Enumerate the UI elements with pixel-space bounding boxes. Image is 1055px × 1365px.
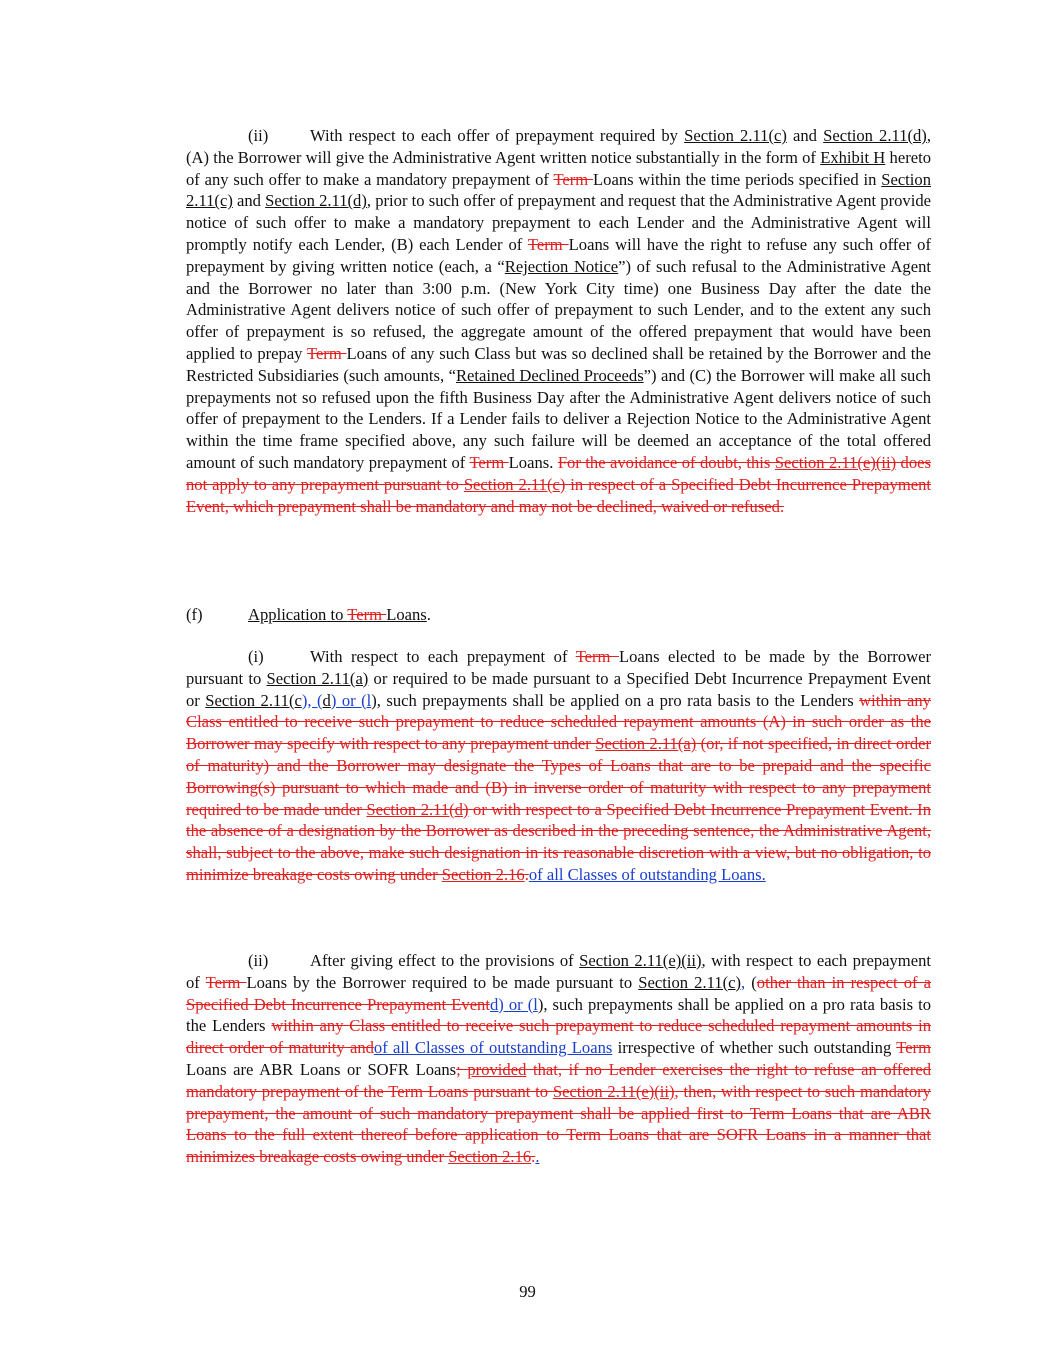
deleted-text: Term xyxy=(347,605,387,624)
defined-term: Retained Declined Proceeds xyxy=(455,365,644,385)
section-label: (f) xyxy=(186,605,203,624)
cross-reference: Section 2.11(c) xyxy=(684,126,787,145)
deleted-text: For the avoidance of doubt, this Section 2.11(e)(ii) does not apply to any prepayment pursuant to Section 2.11(c) in respect of a Specified Debt Incurrence Prepayment Event, which prepayment shall be mandatory and may not be declined, waived or refused. xyxy=(186,452,931,516)
deleted-text: other than in respect of a Specified Debt Incurrence Prepayment Event xyxy=(186,972,931,1014)
page-number: 99 xyxy=(519,1282,536,1301)
section-heading-f: (f) Application to Term Loans. xyxy=(186,605,431,624)
deleted-text: Term xyxy=(205,972,247,992)
paragraph-e-ii: (ii) With respect to each offer of prepayment required by Section 2.11(c) and Section 2.11(d), (A) the Borrower will give the Administrative Agent written notice substantially in the form of Exhibit H hereto of any such offer to make a mandatory prepayment of Term Loans within the time periods specified in Section 2.11(c) and Section 2.11(d), prior to such offer of prepayment and request that the Administrative Agent provide notice of such offer to make a mandatory prepayment to each Lender and the Administrative Agent will promptly notify each Lender, (B) each Lender of Term Loans will have the right to refuse any such offer of prepayment by giving written notice (each, a “Rejection Notice”) of such refusal to the Administrative Agent and the Borrower no later than 3:00 p.m. (New York City time) one Business Day after the date the Administrative Agent delivers notice of such offer of prepayment to such Lender, and to the extent any such offer of prepayment is so refused, the aggregate amount of the offered prepayment that would have been applied to prepay Term Loans of any such Class but was so declined shall be retained by the Borrower and the Restricted Subsidiaries (such amounts, “Retained Declined Proceeds”) and (C) the Borrower will make all such prepayments not so refused upon the fifth Business Day after the Administrative Agent delivers notice of such offer of prepayment to the Lenders. If a Lender fails to deliver a Rejection Notice to the Administrative Agent within the time frame specified above, any such failure will be deemed an acceptance of the total offered amount of such mandatory prepayment of Term Loans. For the avoidance of doubt, this Section 2.11(e)(ii) does not apply to any prepayment pursuant to Section 2.11(c) in respect of a Specified Debt Incurrence Prepayment Event, which prepayment shall be mandatory and may not be declined, waived or refused. xyxy=(186,126,932,516)
cross-reference: Section 2.11(a) xyxy=(266,668,369,688)
paragraph-number: (i) xyxy=(248,647,264,666)
cross-reference: Section 2.11(c xyxy=(205,690,302,710)
paragraph-f-ii: (ii) After giving effect to the provisions of Section 2.11(e)(ii), with respect to each prepayment of Term Loans by the Borrower required to be made pursuant to Section 2.11(c), (other than in respect of a Specified Debt Incurrence Prepayment Eventd) or (l), such prepayments shall be applied on a pro rata basis to the Lenders within any Class entitled to receive such prepayment to reduce scheduled repayment amounts in direct order of maturity andof all Classes of outstanding Loans irrespective of whether such outstanding Term Loans are ABR Loans or SOFR Loans; provided that, if no Lender exercises the right to refuse an offered mandatory prepayment of the Term Loans pursuant to Section 2.11(e)(ii), then, with respect to such mandatory prepayment, the amount of such mandatory prepayment shall be applied first to Term Loans that are ABR Loans to the full extent thereof before application to Term Loans that are SOFR Loans in a manner that minimizes breakage costs owing under Section 2.16.. xyxy=(186,951,932,1167)
deleted-text: Term xyxy=(527,234,569,254)
defined-term: Rejection Notice xyxy=(504,256,619,276)
inserted-text: ), ( xyxy=(301,690,323,710)
deleted-text: within any Class entitled to receive such prepayment to reduce scheduled repayment amounts in direct order of maturity and xyxy=(186,1016,932,1058)
inserted-text: d) or (l xyxy=(489,994,538,1014)
cross-reference: Section 2.11(d) xyxy=(265,191,367,211)
inserted-text: of all Classes of outstanding Loans xyxy=(373,1038,613,1058)
deleted-text: Term xyxy=(896,1038,931,1058)
section-title: Application to Term Loans xyxy=(248,605,427,624)
deleted-text: Term xyxy=(575,647,619,666)
inserted-text: of all Classes of outstanding Loans. xyxy=(528,864,766,884)
cross-reference: d xyxy=(322,690,331,710)
deleted-text: ; provided that, if no Lender exercises the right to refuse an offered mandatory prepayment of the Term Loans pursuant to Section 2.11(e)(ii), then, with respect to such mandatory prepayment, the amount of such mandatory prepayment shall be applied first to Term Loans that are ABR Loans to the full extent thereof before application to Term Loans that are SOFR Loans in a manner that minimizes breakage costs owing under Section 2.16. xyxy=(186,1059,932,1167)
cross-reference: Section 2.11(d) xyxy=(823,126,927,145)
deleted-text: Term xyxy=(469,452,509,472)
paragraph-number: (ii) xyxy=(248,951,269,970)
inserted-text: , xyxy=(741,972,746,992)
cross-reference: Section 2.11(c) xyxy=(638,972,741,992)
cross-reference: Section 2.11(c) xyxy=(186,169,931,211)
deleted-text: Term xyxy=(553,169,594,189)
paragraph-f-i: (i) With respect to each prepayment of Term Loans elected to be made by the Borrower pursuant to Section 2.11(a) or required to be made pursuant to a Specified Debt Incurrence Prepayment Event or Section 2.11(c), (d) or (l), such prepayments shall be applied on a pro rata basis to the Lenders within any Class entitled to receive such prepayment to reduce scheduled repayment amounts (A) in such order as the Borrower may specify with respect to any prepayment under Section 2.11(a) (or, if not specified, in direct order of maturity) and the Borrower may designate the Types of Loans that are to be prepaid and the specific Borrowing(s) pursuant to which made and (B) in inverse order of maturity with respect to any prepayment required to be made under Section 2.11(d) or with respect to a Specified Debt Incurrence Prepayment Event. In the absence of a designation by the Borrower as described in the preceding sentence, the Administrative Agent, shall, subject to the above, make such designation in its reasonable discretion with a view, but no obligation, to minimize breakage costs owing under Section 2.16.of all Classes of outstanding Loans. xyxy=(186,647,932,884)
cross-reference: Section 2.11(e)(ii) xyxy=(579,951,702,970)
paragraph-number: (ii) xyxy=(248,126,269,145)
inserted-text: . xyxy=(535,1147,540,1167)
exhibit-reference: Exhibit H xyxy=(820,147,886,167)
inserted-text: ) or (l xyxy=(330,690,372,710)
deleted-text: within any Class entitled to receive such prepayment to reduce scheduled repayment amounts (A) in such order as the Borrower may specify with respect to any prepayment under Section 2.11(a) (or, if not specified, in direct order of maturity) and the Borrower may designate the Types of Loans that are to be prepaid and the specific Borrowing(s) pursuant to which made and (B) in inverse order of maturity with respect to any prepayment required to be made under Section 2.11(d) or with respect to a Specified Debt Incurrence Prepayment Event. In the absence of a designation by the Borrower as described in the preceding sentence, the Administrative Agent, shall, subject to the above, make such designation in its reasonable discretion with a view, but no obligation, to minimize breakage costs owing under Section 2.16. xyxy=(186,690,932,884)
deleted-text: Term xyxy=(306,343,347,363)
